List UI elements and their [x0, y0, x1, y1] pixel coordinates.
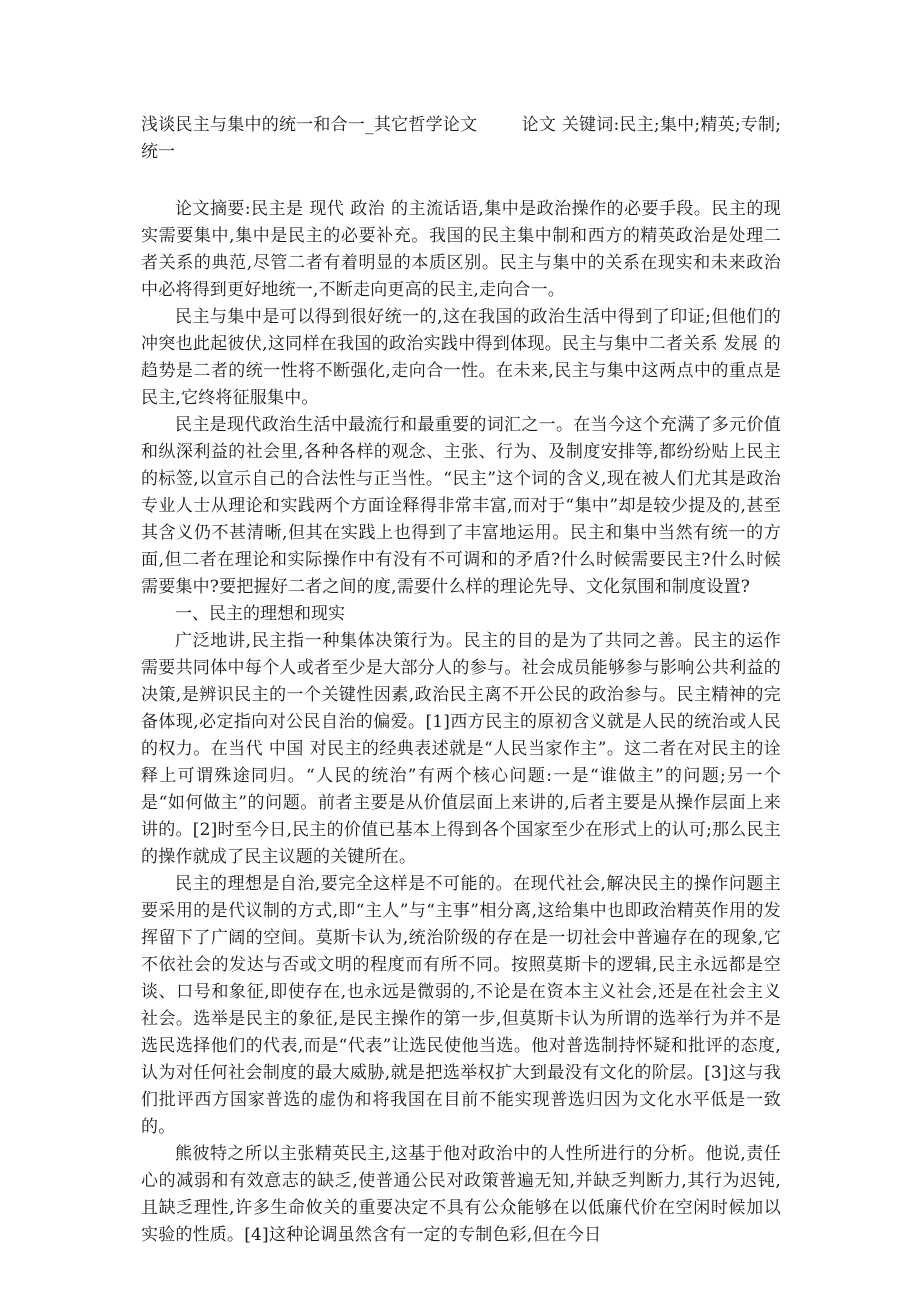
body-paragraph: 广泛地讲,民主指一种集体决策行为。民主的目的是为了共同之善。民主的运作需要共同体中每个人或者至少是大部分人的参与。社会成员能够参与影响公共利益的决策,是辨识民主的一个关键性因素,政治民主离不开公民的政治参与。民主精神的完备体现,必定指向对公民自治的偏爱。[1]西方民主的原初含义就是人民的统治或人民的权力。在当代 中国 对民主的经典表述就是“人民当家作主”。这二者在对民主的诠释上可谓殊途同归。“人民的统治”有两个核心问题:一是“谁做主”的问题;另一个是“如何做主”的问题。前者主要是从价值层面上来讲的,后者主要是从操作层面上来讲的。[2]时至今日,民主的价值已基本上得到各个国家至少在形式上的认可;那么民主的操作就成了民主议题的关键所在。 [141, 631, 781, 867]
document-header [141, 112, 781, 166]
body-paragraph: 民主是现代政治生活中最流行和最重要的词汇之一。在当今这个充满了多元价值和纵深利益的社会里,各种各样的观念、主张、行为、及制度安排等,都纷纷贴上民主的标签,以宣示自己的合法性与正当性。“民主”这个词的含义,现在被人们尤其是政治专业人士从理论和实践两个方面诠释得非常丰富,而对于“集中”却是较少提及的,甚至其含义仍不甚清晰,但其在实践上也得到了丰富地运用。民主和集中当然有统一的方面,但二者在理论和实际操作中有没有不可调和的矛盾?什么时候需要民主?什么时候需要集中?要把握好二者之间的度,需要什么样的理论先导、文化氛围和制度设置? [141, 415, 781, 597]
abstract-paragraph: 论文摘要:民主是 现代 政治 的主流话语,集中是政治操作的必要手段。民主的现实需要集中,集中是民主的必要补充。我国的民主集中制和西方的精英政治是处理二者关系的典范,尽管二者有着明显的本质区别。民主与集中的关系在现实和未来政治中必将得到更好地统一,不断走向更高的民主,走向合一。 [141, 199, 781, 300]
document-page [141, 112, 781, 1249]
body-paragraph: 熊彼特之所以主张精英民主,这基于他对政治中的人性所进行的分析。他说,责任心的减弱和有效意志的缺乏,使普通公民对政策普遍无知,并缺乏判断力,其行为迟钝,且缺乏理性,许多生命攸关的重要决定不具有公众能够在以低廉代价在空闲时候加以实验的性质。[4]这种论调虽然含有一定的专制色彩,但在今日 [141, 1144, 781, 1245]
section-heading: 一、民主的理想和现实 [175, 604, 345, 624]
document-keywords: 论文 关键词:民主;集中;精英;专制;统一 [141, 115, 782, 162]
body-paragraph: 民主的理想是自治,要完全这样是不可能的。在现代社会,解决民主的操作问题主要采用的是代议制的方式,即“主人”与“主事”相分离,这给集中也即政治精英作用的发挥留下了广阔的空间。莫斯卡认为,统治阶级的存在是一切社会中普遍存在的现象,它不依社会的发达与否或文明的程度而有所不同。按照莫斯卡的逻辑,民主永远都是空谈、口号和象征,即使存在,也永远是微弱的,不论是在资本主义社会,还是在社会主义社会。选举是民主的象征,是民主操作的第一步,但莫斯卡认为所谓的选举行为并不是选民选择他们的代表,而是“代表”让选民使他当选。他对普选制持怀疑和批评的态度,认为对任何社会制度的最大威胁,就是把选举权扩大到最没有文化的阶层。[3]这与我们批评西方国家普选的虚伪和将我国在目前不能实现普选归因为文化水平低是一致的。 [141, 874, 781, 1137]
document-title: 浅谈民主与集中的统一和合一_其它哲学论文 [141, 115, 478, 135]
body-paragraph: 民主与集中是可以得到很好统一的,这在我国的政治生活中得到了印证;但他们的冲突也此起彼伏,这同样在我国的政治实践中得到体现。民主与集中二者关系 发展 的趋势是二者的统一性将不断强化,走向合一性。在未来,民主与集中这两点中的重点是民主,它终将征服集中。 [141, 307, 781, 408]
